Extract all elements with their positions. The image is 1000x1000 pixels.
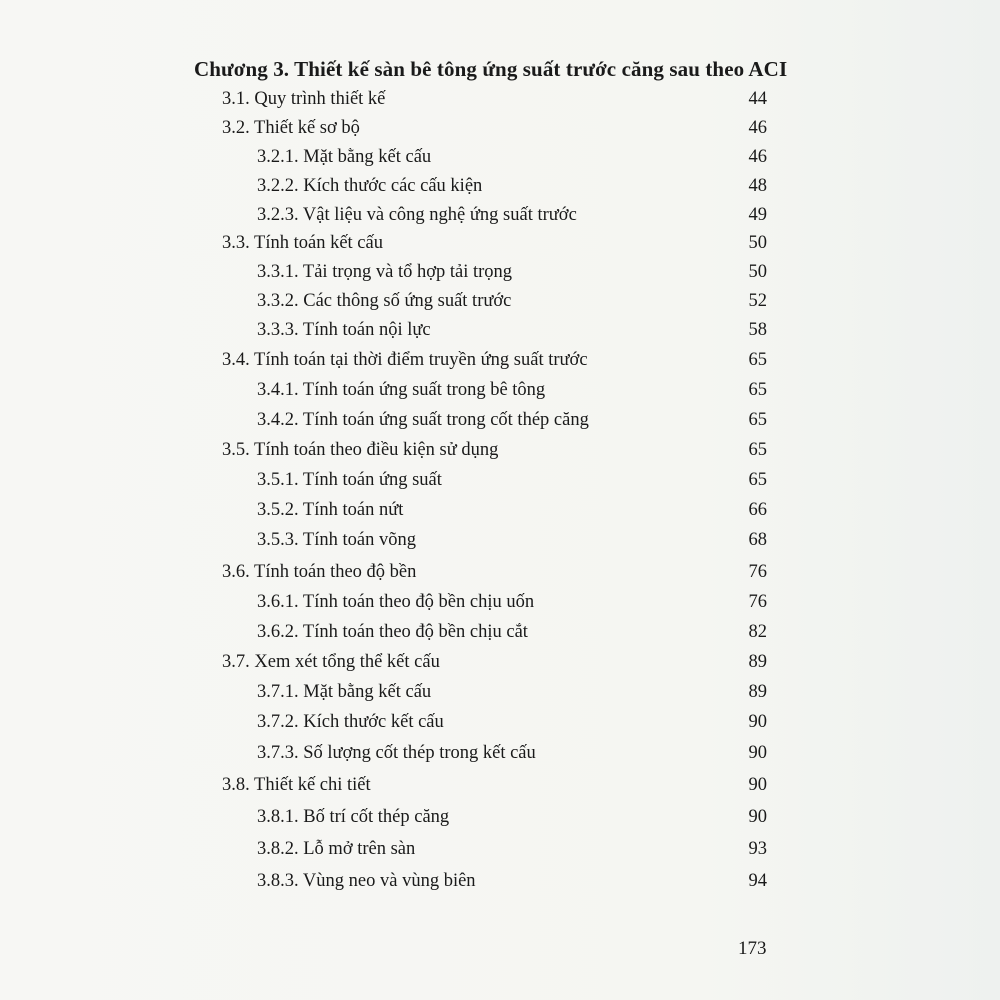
toc-entry-page: 65 — [748, 470, 767, 490]
toc-entry-label: 3.3.1. Tải trọng và tổ hợp tải trọng — [257, 262, 513, 282]
toc-row — [0, 118, 1000, 146]
toc-entry-label: 3.1. Quy trình thiết kế — [222, 89, 386, 109]
toc-row — [0, 743, 1000, 771]
toc-entry-page: 65 — [748, 410, 767, 430]
toc-entry-label: 3.3. Tính toán kết cấu — [222, 233, 383, 253]
toc-entry-label: 3.8. Thiết kế chi tiết — [222, 775, 371, 795]
toc-entry-page: 76 — [748, 592, 767, 612]
toc-entry-page: 68 — [748, 530, 767, 550]
toc-row — [0, 682, 1000, 710]
toc-entry-page: 52 — [748, 291, 767, 311]
toc-row — [0, 205, 1000, 233]
toc-row — [0, 89, 1000, 117]
toc-entry-page: 66 — [748, 500, 767, 520]
toc-row — [0, 233, 1000, 261]
toc-row — [0, 380, 1000, 408]
toc-entry-page: 93 — [748, 839, 767, 859]
toc-entry-page: 90 — [748, 743, 767, 763]
chapter-title: Chương 3. Thiết kế sàn bê tông ứng suất trước căng sau theo ACI — [194, 57, 788, 81]
toc-entry-page: 94 — [748, 871, 767, 891]
toc-entry-page: 82 — [748, 622, 767, 642]
toc-entry-label: 3.8.1. Bố trí cốt thép căng — [257, 807, 450, 827]
toc-row — [0, 562, 1000, 590]
toc-entry-page: 90 — [748, 807, 767, 827]
toc-entry-label: 3.8.2. Lỗ mở trên sàn — [257, 839, 416, 859]
toc-entry-page: 76 — [748, 562, 767, 582]
toc-entry-label: 3.2.1. Mặt bằng kết cấu — [257, 147, 432, 167]
toc-entry-label: 3.5. Tính toán theo điều kiện sử dụng — [222, 440, 499, 460]
toc-entry-page: 65 — [748, 380, 767, 400]
toc-row — [0, 320, 1000, 348]
toc-entry-label: 3.7.2. Kích thước kết cấu — [257, 712, 444, 732]
toc-entry-label: 3.7.3. Số lượng cốt thép trong kết cấu — [257, 743, 536, 763]
toc-row — [0, 530, 1000, 558]
toc-entry-label: 3.2. Thiết kế sơ bộ — [222, 118, 360, 138]
toc-row — [0, 652, 1000, 680]
toc-entry-page: 46 — [748, 118, 767, 138]
toc-entry-page: 89 — [748, 652, 767, 672]
toc-entry-page: 58 — [748, 320, 767, 340]
toc-entry-label: 3.4. Tính toán tại thời điểm truyền ứng suất trước — [222, 350, 588, 370]
toc-entry-page: 65 — [748, 350, 767, 370]
toc-entry-label: 3.7.1. Mặt bằng kết cấu — [257, 682, 432, 702]
toc-row — [0, 470, 1000, 498]
toc-entry-label: 3.8.3. Vùng neo và vùng biên — [257, 871, 476, 891]
toc-row — [0, 712, 1000, 740]
toc-row — [0, 775, 1000, 803]
toc-entry-page: 65 — [748, 440, 767, 460]
toc-entry-page: 50 — [748, 233, 767, 253]
toc-entry-page: 48 — [748, 176, 767, 196]
toc-entry-page: 46 — [748, 147, 767, 167]
toc-row — [0, 839, 1000, 867]
toc-row — [0, 410, 1000, 438]
toc-entry-label: 3.4.2. Tính toán ứng suất trong cốt thép căng — [257, 410, 589, 430]
toc-entry-label: 3.6.1. Tính toán theo độ bền chịu uốn — [257, 592, 535, 612]
toc-entry-page: 89 — [748, 682, 767, 702]
toc-entry-page: 44 — [748, 89, 767, 109]
toc-entry-label: 3.6. Tính toán theo độ bền — [222, 562, 417, 582]
toc-row — [0, 871, 1000, 899]
toc-entry-label: 3.3.2. Các thông số ứng suất trước — [257, 291, 512, 311]
toc-entry-label: 3.5.2. Tính toán nứt — [257, 500, 404, 520]
toc-row — [0, 291, 1000, 319]
toc-entry-page: 50 — [748, 262, 767, 282]
toc-entry-page: 90 — [748, 775, 767, 795]
toc-entry-page: 49 — [748, 205, 767, 225]
toc-entry-label: 3.2.3. Vật liệu và công nghệ ứng suất trước — [257, 205, 577, 225]
page-number: 173 — [738, 938, 767, 959]
toc-row — [0, 350, 1000, 378]
toc-entry-label: 3.5.1. Tính toán ứng suất — [257, 470, 442, 490]
toc-entry-label: 3.4.1. Tính toán ứng suất trong bê tông — [257, 380, 546, 400]
toc-row — [0, 622, 1000, 650]
toc-row — [0, 262, 1000, 290]
toc-entry-label: 3.7. Xem xét tổng thể kết cấu — [222, 652, 440, 672]
toc-entry-label: 3.3.3. Tính toán nội lực — [257, 320, 431, 340]
toc-row — [0, 592, 1000, 620]
toc-entry-label: 3.2.2. Kích thước các cấu kiện — [257, 176, 483, 196]
toc-entry-label: 3.5.3. Tính toán võng — [257, 530, 416, 550]
toc-row — [0, 440, 1000, 468]
toc-row — [0, 176, 1000, 204]
toc-entry-page: 90 — [748, 712, 767, 732]
toc-row — [0, 500, 1000, 528]
toc-row — [0, 147, 1000, 175]
toc-entry-label: 3.6.2. Tính toán theo độ bền chịu cắt — [257, 622, 528, 642]
toc-row — [0, 807, 1000, 835]
